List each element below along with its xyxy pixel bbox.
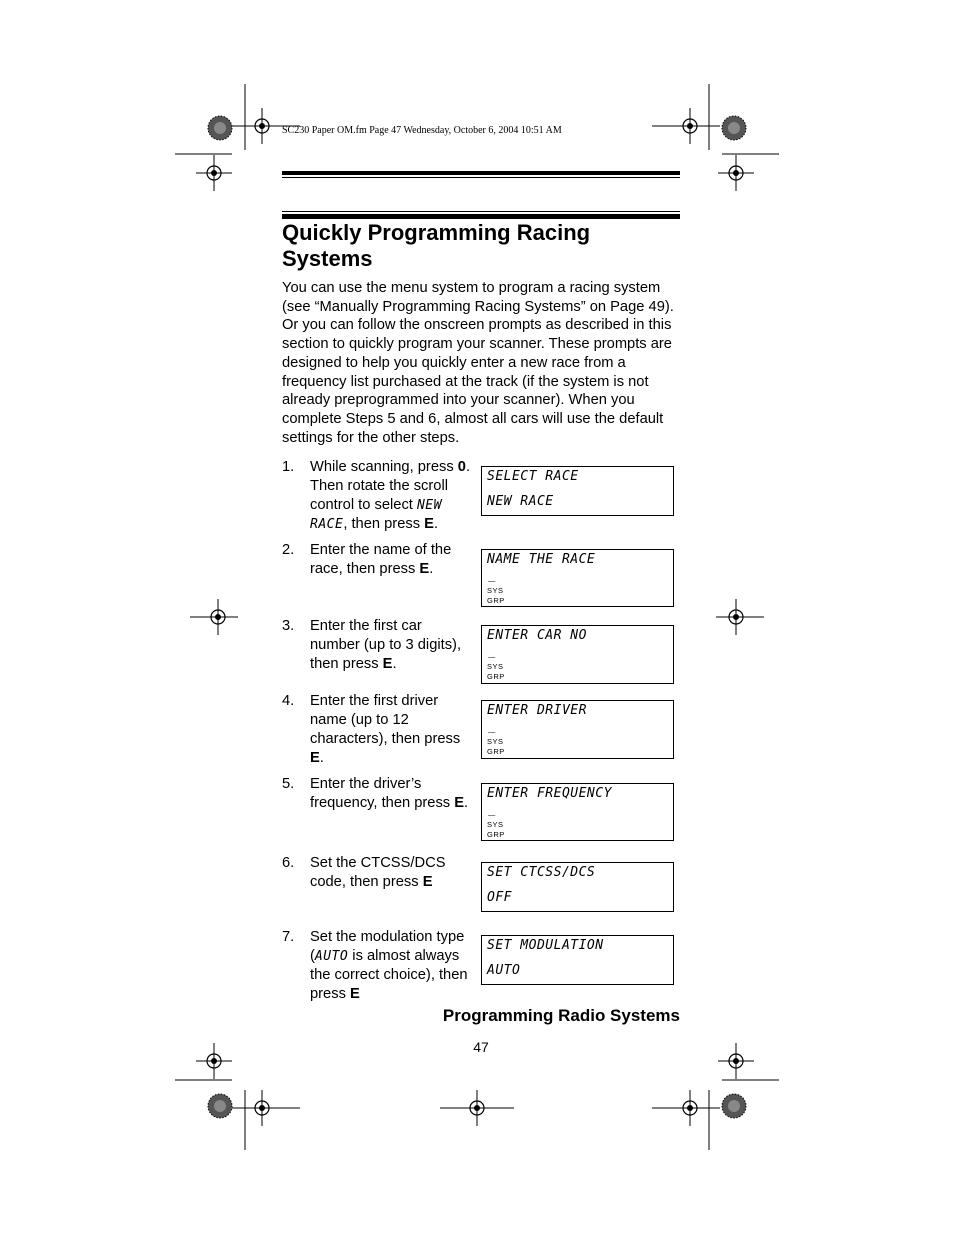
step-number: 1.	[282, 459, 295, 475]
page-number: 47	[473, 1039, 489, 1055]
step-number: 5.	[282, 776, 295, 792]
step-number: 3.	[282, 618, 295, 634]
footer-chapter-title: Programming Radio Systems	[442, 1006, 680, 1025]
step-1	[282, 458, 472, 538]
step-5	[282, 775, 472, 835]
step-4	[282, 692, 472, 772]
lcd-display-ctcss	[481, 862, 674, 912]
sys-indicator: SYS	[487, 586, 504, 595]
lcd-cursor: _	[488, 644, 496, 658]
step-2	[282, 541, 472, 581]
title-rule-thin	[282, 211, 680, 212]
title-rule	[282, 214, 680, 219]
lcd-line-2: OFF	[487, 890, 512, 905]
lcd-line-1: SET MODULATION	[487, 938, 604, 953]
sys-indicator: SYS	[487, 662, 504, 671]
section-title: Quickly Programming Racing Systems	[282, 220, 591, 271]
step-text: Enter the first car number (up to 3 digits), then press E.	[310, 618, 462, 672]
lcd-line-2: NEW RACE	[487, 494, 554, 509]
lcd-cursor: _	[488, 719, 496, 733]
step-text: Set the CTCSS/DCS code, then press E	[310, 855, 446, 890]
step-text: Enter the first driver name (up to 12 characters), then press E.	[310, 693, 461, 766]
lcd-display-frequency	[481, 783, 674, 841]
lcd-display-name-race	[481, 549, 674, 607]
grp-indicator: GRP	[487, 747, 505, 756]
step-text: While scanning, press 0. Then rotate the scroll control to select NEW RACE, then press E.	[310, 459, 471, 532]
step-number: 2.	[282, 542, 295, 558]
lcd-display-car-no	[481, 625, 674, 684]
lcd-cursor: _	[488, 568, 496, 582]
step-6	[282, 854, 472, 894]
lcd-display-modulation	[481, 935, 674, 985]
lcd-line-1: ENTER DRIVER	[487, 703, 587, 718]
top-rule	[282, 171, 680, 175]
lcd-cursor: _	[488, 802, 496, 816]
grp-indicator: GRP	[487, 672, 505, 681]
lcd-inline-text: AUTO	[314, 949, 349, 964]
step-3	[282, 617, 472, 677]
lcd-line-1: SET CTCSS/DCS	[487, 865, 596, 880]
lcd-line-1: SELECT RACE	[487, 469, 579, 484]
lcd-line-2: AUTO	[487, 963, 521, 978]
grp-indicator: GRP	[487, 596, 505, 605]
lcd-line-1: ENTER CAR NO	[487, 628, 587, 643]
sys-indicator: SYS	[487, 820, 504, 829]
step-7	[282, 928, 472, 1008]
lcd-display-driver	[481, 700, 674, 759]
step-number: 6.	[282, 855, 295, 871]
step-text: Enter the driver’s frequency, then press E.	[310, 776, 469, 811]
top-rule-thin	[282, 177, 680, 178]
lcd-inline-text: NEW RACE	[310, 498, 442, 532]
grp-indicator: GRP	[487, 830, 505, 839]
step-text: Enter the name of the race, then press E.	[310, 542, 452, 577]
intro-paragraph: You can use the menu system to program a racing system (see “Manually Programming Racing Systems” on Page 49). Or you can follow the onscreen prompts as described in this section to quickly program your scanner. These prompts are designed to help you quickly enter a new race from a frequency list purchased at the track (if the system is not already preprogrammed into your scanner). When you complete Steps 5 and 6, almost all cars will use the default settings for the other steps.	[282, 280, 674, 446]
sys-indicator: SYS	[487, 737, 504, 746]
step-text: Set the modulation type (AUTO is almost always the correct choice), then press E	[310, 929, 468, 1002]
step-number: 4.	[282, 693, 295, 709]
lcd-line-1: NAME THE RACE	[487, 552, 596, 567]
lcd-display-select-race	[481, 466, 674, 516]
file-header-note: SC230 Paper OM.fm Page 47 Wednesday, October 6, 2004 10:51 AM	[282, 125, 562, 136]
step-number: 7.	[282, 929, 295, 945]
lcd-line-1: ENTER FREQUENCY	[487, 786, 612, 801]
